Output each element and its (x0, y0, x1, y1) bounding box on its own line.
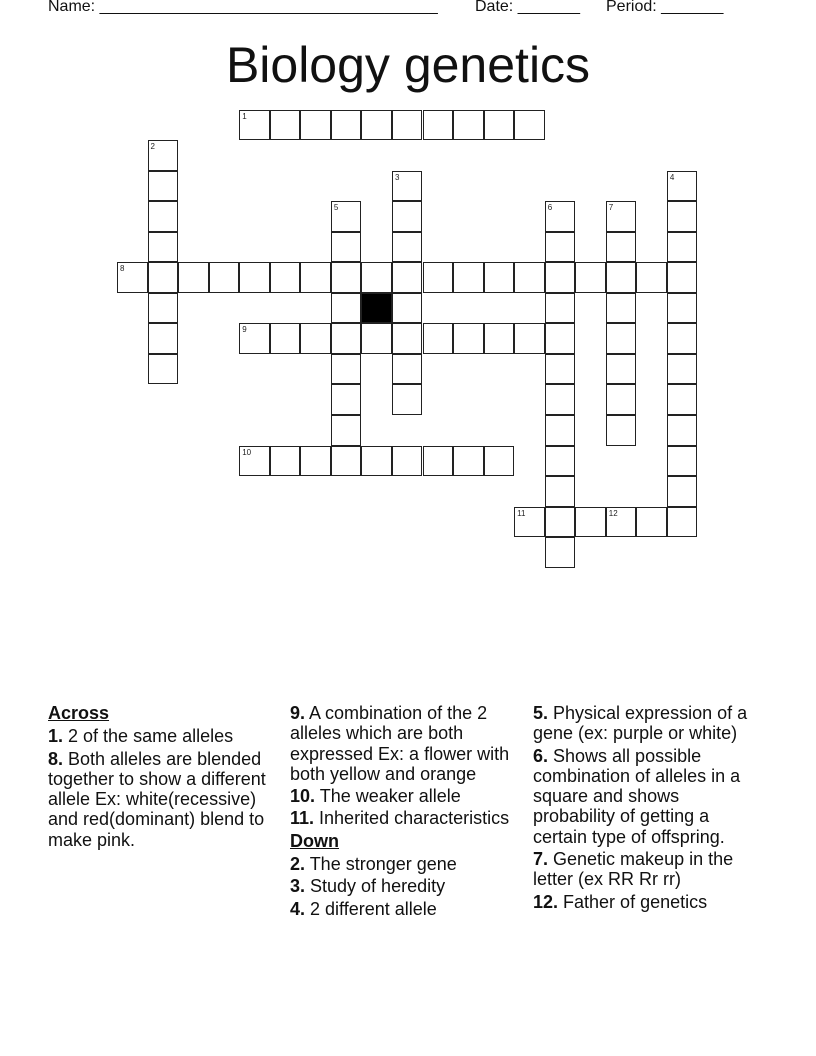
clue-text: 2 of the same alleles (63, 726, 234, 747)
clue-across-1 (48, 726, 284, 746)
clue-number: 12. (533, 891, 559, 912)
crossword-cell[interactable] (545, 415, 576, 446)
clue-number-label: 2 (150, 142, 155, 152)
crossword-cell[interactable] (484, 262, 515, 293)
crossword-cell[interactable] (270, 323, 301, 354)
crossword-cell[interactable] (392, 293, 423, 324)
clue-down-6 (533, 746, 763, 847)
period-field[interactable]: Period: _______ (606, 0, 724, 15)
crossword-cell[interactable] (392, 323, 423, 354)
crossword-cell[interactable] (667, 384, 698, 415)
crossword-cell[interactable] (117, 262, 148, 293)
crossword-cell[interactable] (331, 354, 362, 385)
crossword-cell[interactable] (392, 201, 423, 232)
clue-number-label: 3 (394, 172, 400, 182)
crossword-cell[interactable] (453, 323, 484, 354)
across-heading: Across (48, 703, 110, 723)
clue-number-label: 9 (242, 325, 247, 335)
crossword-cell[interactable] (331, 110, 362, 141)
clue-down-4 (290, 899, 526, 919)
clue-down-2 (290, 854, 526, 874)
clue-text: Genetic makeup in the letter (ex RR Rr rr) (533, 849, 734, 890)
crossword-cell[interactable] (392, 232, 423, 263)
crossword-cell[interactable] (148, 354, 179, 385)
clue-across-8 (48, 749, 284, 850)
crossword-cell[interactable] (392, 262, 423, 293)
crossword-cell[interactable] (148, 140, 179, 171)
crossword-cell[interactable] (423, 446, 454, 477)
crossword-cell[interactable] (667, 354, 698, 385)
crossword-cell[interactable] (300, 110, 331, 141)
clue-column-1 (48, 703, 284, 852)
crossword-cell[interactable] (545, 384, 576, 415)
clue-number: 11. (290, 808, 315, 829)
clue-number-label: 1 (242, 111, 247, 121)
clue-text: A combination of the 2 alleles which are both expressed Ex: a flower with both yellow and orange (290, 703, 510, 784)
crossword-cell[interactable] (331, 201, 362, 232)
clue-text: 2 different allele (305, 898, 437, 919)
crossword-cell[interactable] (545, 201, 576, 232)
crossword-cell[interactable] (606, 507, 637, 538)
crossword-cell[interactable] (148, 201, 179, 232)
crossword-cell[interactable] (239, 323, 270, 354)
crossword-cell[interactable] (239, 446, 270, 477)
clue-text: Inherited characteristics (314, 808, 510, 829)
crossword-block (361, 293, 392, 324)
clue-number-label: 11 (517, 508, 526, 518)
crossword-cell[interactable] (392, 384, 423, 415)
clue-number: 4. (290, 898, 306, 919)
crossword-cell[interactable] (331, 415, 362, 446)
clue-number-label: 7 (608, 203, 614, 213)
crossword-cell[interactable] (575, 262, 606, 293)
clue-number: 9. (290, 703, 306, 723)
clue-down-12 (533, 892, 763, 912)
crossword-cell[interactable] (209, 262, 240, 293)
crossword-cell[interactable] (667, 232, 698, 263)
crossword-cell[interactable] (270, 110, 301, 141)
crossword-cell[interactable] (545, 537, 576, 568)
crossword-cell[interactable] (606, 384, 637, 415)
clue-number: 1. (48, 726, 64, 747)
crossword-cell[interactable] (300, 262, 331, 293)
clue-text: Both alleles are blended together to show a different allele Ex: white(recessive) and red(dominant) blend to make pink. (48, 748, 266, 850)
clue-down-3 (290, 876, 526, 896)
crossword-cell[interactable] (667, 476, 698, 507)
clue-number: 6. (533, 745, 549, 766)
crossword-cell[interactable] (361, 446, 392, 477)
crossword-cell[interactable] (178, 262, 209, 293)
crossword-cell[interactable] (667, 507, 698, 538)
clue-across-11 (290, 808, 526, 828)
date-field[interactable]: Date: _______ (475, 0, 580, 15)
crossword-cell[interactable] (606, 201, 637, 232)
clue-number-label: 12 (608, 508, 618, 518)
crossword-cell[interactable] (667, 262, 698, 293)
crossword-cell[interactable] (331, 293, 362, 324)
crossword-cell[interactable] (575, 507, 606, 538)
crossword-cell[interactable] (270, 262, 301, 293)
down-heading: Down (290, 830, 339, 851)
clue-number: 10. (290, 786, 316, 807)
clue-number-label: 10 (242, 447, 252, 457)
crossword-cell[interactable] (484, 323, 515, 354)
crossword-cell[interactable] (423, 110, 454, 141)
crossword-cell[interactable] (606, 232, 637, 263)
crossword-cell[interactable] (392, 110, 423, 141)
crossword-cell[interactable] (361, 110, 392, 141)
clue-number: 3. (290, 876, 306, 897)
crossword-cell[interactable] (514, 110, 545, 141)
clue-number: 2. (290, 854, 306, 875)
crossword-cell[interactable] (514, 507, 545, 538)
crossword-cell[interactable] (606, 262, 637, 293)
clue-down-5 (533, 703, 763, 744)
clue-column-2 (290, 703, 526, 921)
crossword-cell[interactable] (453, 262, 484, 293)
crossword-cell[interactable] (545, 232, 576, 263)
crossword-cell[interactable] (392, 354, 423, 385)
crossword-cell[interactable] (423, 262, 454, 293)
crossword-cell[interactable] (453, 110, 484, 141)
crossword-cell[interactable] (545, 507, 576, 538)
crossword-cell[interactable] (484, 110, 515, 141)
crossword-cell[interactable] (331, 384, 362, 415)
crossword-cell[interactable] (545, 323, 576, 354)
crossword-cell[interactable] (606, 293, 637, 324)
crossword-cell[interactable] (514, 323, 545, 354)
crossword-cell[interactable] (148, 293, 179, 324)
crossword-cell[interactable] (239, 110, 270, 141)
crossword-cell[interactable] (606, 354, 637, 385)
crossword-cell[interactable] (148, 171, 179, 202)
crossword-cell[interactable] (239, 262, 270, 293)
crossword-cell[interactable] (636, 262, 667, 293)
clue-text: Shows all possible combination of alleles in a square and shows probability of getting a certain type of offspring. (533, 745, 741, 847)
clue-number-label: 8 (120, 264, 125, 274)
crossword-cell[interactable] (667, 446, 698, 477)
crossword-cell[interactable] (667, 293, 698, 324)
crossword-cell[interactable] (606, 323, 637, 354)
clue-number: 7. (533, 849, 549, 870)
clue-across-9 (290, 703, 526, 784)
crossword-cell[interactable] (667, 171, 698, 202)
crossword-cell[interactable] (392, 446, 423, 477)
crossword-cell[interactable] (423, 323, 454, 354)
crossword-cell[interactable] (453, 446, 484, 477)
crossword-cell[interactable] (606, 415, 637, 446)
crossword-cell[interactable] (514, 262, 545, 293)
clue-number-label: 5 (333, 203, 339, 213)
crossword-cell[interactable] (545, 446, 576, 477)
crossword-cell[interactable] (148, 232, 179, 263)
clue-number-label: 4 (669, 172, 675, 182)
clue-across-10 (290, 786, 526, 806)
clue-text: The weaker allele (315, 786, 461, 807)
clue-text: Father of genetics (558, 891, 708, 912)
crossword-cell[interactable] (667, 323, 698, 354)
crossword-cell[interactable] (331, 446, 362, 477)
clue-down-7 (533, 849, 763, 890)
clue-number-label: 6 (547, 203, 553, 213)
crossword-cell[interactable] (545, 476, 576, 507)
clue-column-3 (533, 703, 763, 914)
crossword-cell[interactable] (331, 232, 362, 263)
clue-number: 8. (48, 748, 64, 769)
crossword-cell[interactable] (331, 262, 362, 293)
crossword-cell[interactable] (361, 323, 392, 354)
crossword-cell[interactable] (331, 323, 362, 354)
clue-text: Physical expression of a gene (ex: purple or white) (533, 703, 748, 744)
crossword-cell[interactable] (300, 323, 331, 354)
crossword-cell[interactable] (636, 507, 667, 538)
crossword-cell[interactable] (392, 171, 423, 202)
clue-text: Study of heredity (305, 876, 446, 897)
crossword-cell[interactable] (148, 262, 179, 293)
crossword-cell[interactable] (300, 446, 331, 477)
crossword-cell[interactable] (484, 446, 515, 477)
crossword-cell[interactable] (667, 201, 698, 232)
crossword-cell[interactable] (270, 446, 301, 477)
crossword-cell[interactable] (361, 262, 392, 293)
crossword-cell[interactable] (545, 293, 576, 324)
clue-number: 5. (533, 703, 549, 723)
crossword-cell[interactable] (667, 415, 698, 446)
page-title: Biology genetics (225, 37, 591, 93)
crossword-cell[interactable] (148, 323, 179, 354)
name-field[interactable]: Name: ______________________________________ (48, 0, 438, 15)
crossword-cell[interactable] (545, 262, 576, 293)
clue-text: The stronger gene (305, 854, 457, 875)
crossword-cell[interactable] (545, 354, 576, 385)
